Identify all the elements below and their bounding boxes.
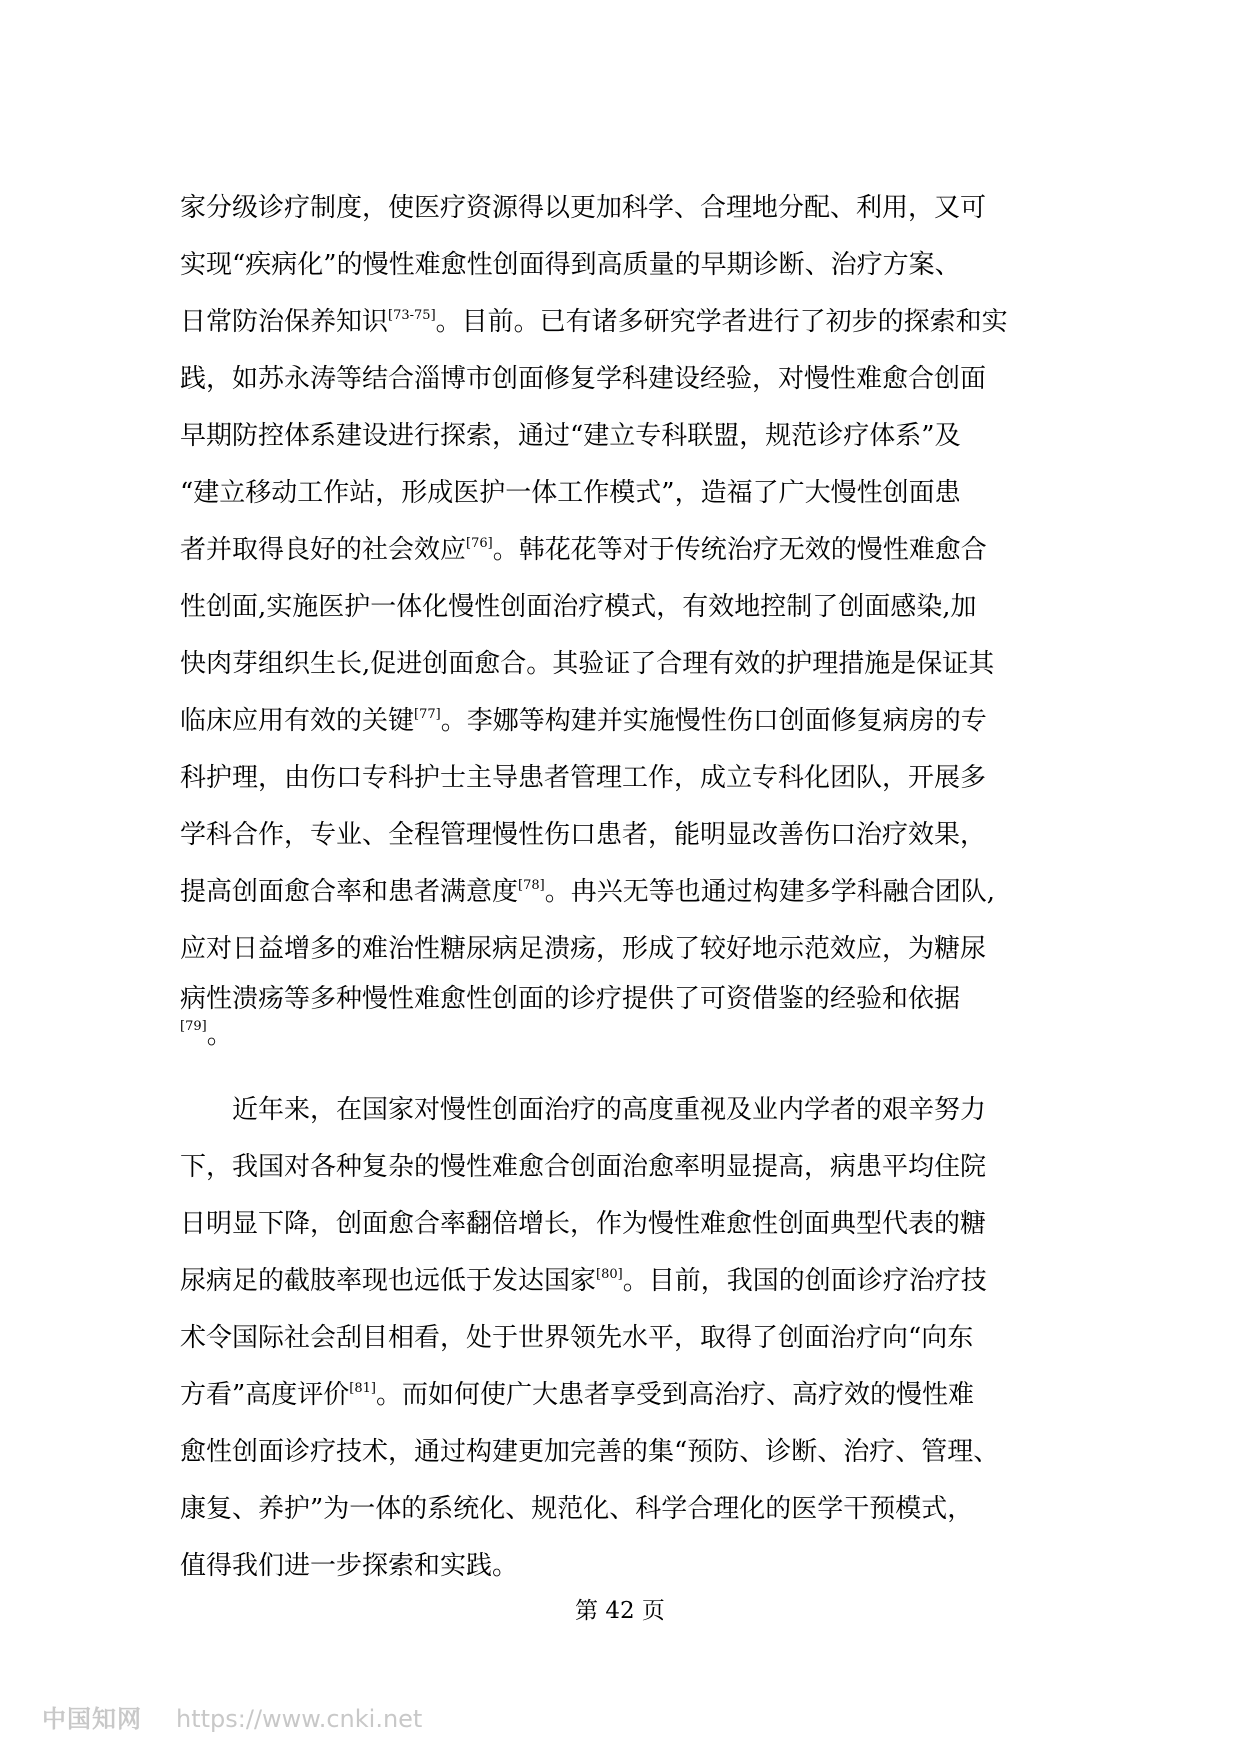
text-line [180, 579, 1085, 636]
text-run: 日常防治保养知识 [180, 307, 389, 337]
text-line [180, 750, 1085, 807]
paragraph-1 [180, 180, 1085, 1050]
text-run: 者并取得良好的社会效应 [180, 535, 467, 565]
citation-ref[interactable]: [80] [596, 1267, 623, 1282]
watermark-logo: 中国知网 [42, 1705, 142, 1733]
text-run: 尿病足的截肢率现也远低于发达国家 [180, 1266, 597, 1296]
text-line [180, 294, 1085, 351]
text-line [180, 1424, 1085, 1481]
text-line [180, 408, 1085, 465]
citation-ref[interactable]: [78] [518, 878, 545, 893]
text-line [180, 1481, 1085, 1538]
text-line [180, 180, 1085, 237]
text-run: 。目前，我国的创面诊疗治疗技 [622, 1266, 987, 1296]
citation-ref[interactable]: [73-75] [388, 308, 436, 323]
text-run: 下，我国对各种复杂的慢性难愈合创面治愈率明显提高，病患平均住院 [180, 1152, 987, 1182]
text-run: 学科合作，专业、全程管理慢性伤口患者，能明显改善伤口治疗效果， [180, 820, 987, 850]
paragraph-2 [180, 1082, 1085, 1595]
text-line [180, 921, 1085, 978]
text-run: 病性溃疡等多种慢性难愈性创面的诊疗提供了可资借鉴的经验和依据 [180, 984, 961, 1014]
citation-ref[interactable]: [76] [466, 536, 493, 551]
text-run: “建立移动工作站，形成医护一体工作模式”，造福了广大慢性创面患 [180, 478, 961, 508]
text-run: 。而如何使广大患者享受到高治疗、高疗效的慢性难 [375, 1380, 974, 1410]
text-run: 实现“疾病化”的慢性难愈性创面得到高质量的早期诊断、治疗方案、 [180, 250, 961, 280]
text-line [180, 1253, 1085, 1310]
text-line [180, 978, 1085, 1020]
text-run: 康复、养护”为一体的系统化、规范化、科学合理化的医学干预模式， [180, 1494, 974, 1524]
text-run: 。目前。已有诸多研究学者进行了初步的探索和实 [435, 307, 1008, 337]
text-line [180, 1310, 1085, 1367]
text-run: 性创面,实施医护一体化慢性创面治疗模式，有效地控制了创面感染,加 [180, 592, 977, 622]
text-run: 。 [206, 1020, 233, 1050]
text-line [180, 1367, 1085, 1424]
watermark-url[interactable]: https://www.cnki.net [176, 1705, 423, 1733]
text-run: 科护理，由伤口专科护士主导患者管理工作，成立专科化团队，开展多 [180, 763, 987, 793]
text-line [180, 1082, 1085, 1139]
text-line [180, 351, 1085, 408]
body-text [180, 180, 1085, 1595]
text-line [180, 1020, 1085, 1050]
text-line [180, 807, 1085, 864]
text-run: 近年来，在国家对慢性创面治疗的高度重视及业内学者的艰辛努力 [232, 1095, 987, 1125]
text-run: 早期防控体系建设进行探索，通过“建立专科联盟，规范诊疗体系”及 [180, 421, 961, 451]
text-line [180, 1538, 1085, 1595]
citation-ref[interactable]: [81] [349, 1381, 376, 1396]
text-run: 快肉芽组织生长,促进创面愈合。其验证了合理有效的护理措施是保证其 [180, 649, 995, 679]
text-run: 日明显下降，创面愈合率翻倍增长，作为慢性难愈性创面典型代表的糖 [180, 1209, 987, 1239]
citation-ref[interactable]: [79] [180, 1019, 207, 1034]
text-line [180, 465, 1085, 522]
text-run: 应对日益增多的难治性糖尿病足溃疡，形成了较好地示范效应，为糖尿 [180, 934, 987, 964]
text-run: 。李娜等构建并实施慢性伤口创面修复病房的专 [440, 706, 987, 736]
text-run: 方看”高度评价 [180, 1380, 350, 1410]
text-run: 术令国际社会刮目相看，处于世界领先水平，取得了创面治疗向“向东 [180, 1323, 974, 1353]
text-line [180, 1196, 1085, 1253]
text-run: 。冉兴无等也通过构建多学科融合团队, [544, 877, 995, 907]
text-run: 。韩花花等对于传统治疗无效的慢性难愈合 [492, 535, 987, 565]
text-line [180, 1139, 1085, 1196]
text-line [180, 237, 1085, 294]
citation-ref[interactable]: [77] [414, 707, 441, 722]
text-line [180, 522, 1085, 579]
text-run: 值得我们进一步探索和实践。 [180, 1551, 519, 1581]
page-number: 第 42 页 [575, 1598, 665, 1624]
text-run: 提高创面愈合率和患者满意度 [180, 877, 519, 907]
text-line [180, 693, 1085, 750]
cnki-watermark [42, 1704, 422, 1734]
text-line [180, 636, 1085, 693]
text-run: 践，如苏永涛等结合淄博市创面修复学科建设经验，对慢性难愈合创面 [180, 364, 987, 394]
text-line [180, 864, 1085, 921]
text-run: 临床应用有效的关键 [180, 706, 415, 736]
text-run: 愈性创面诊疗技术，通过构建更加完善的集“预防、诊断、治疗、管理、 [180, 1437, 1000, 1467]
text-run: 家分级诊疗制度，使医疗资源得以更加科学、合理地分配、利用，又可 [180, 193, 987, 223]
